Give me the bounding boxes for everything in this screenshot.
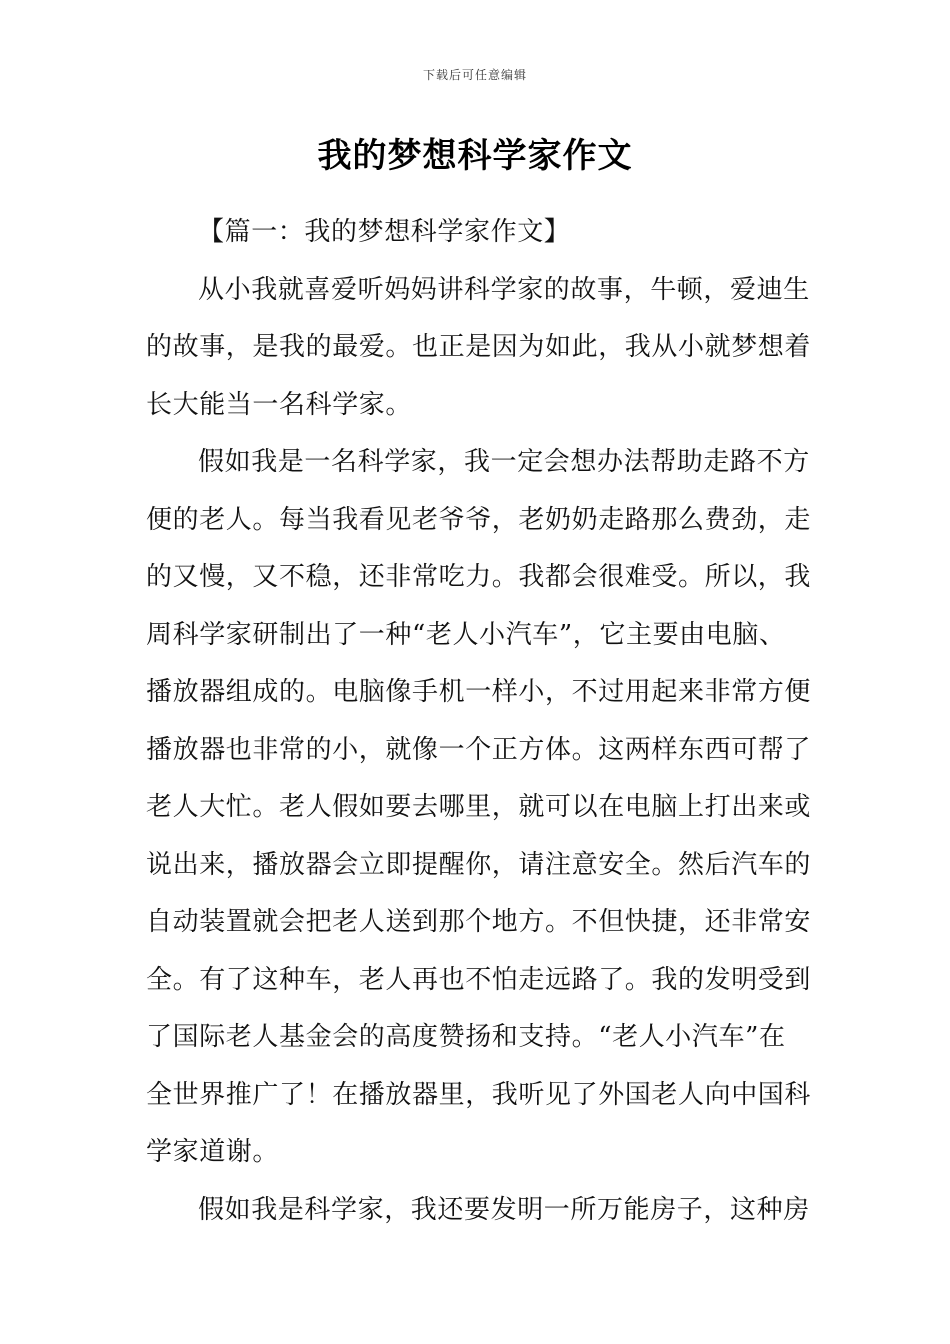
text-line: 的又慢，又不稳，还非常吃力。我都会很难受。所以，我	[146, 562, 812, 592]
document-body	[146, 204, 810, 1239]
text-line: 假如我是科学家，我还要发明一所万能房子，这种房	[198, 1194, 810, 1225]
page-title: 我的梦想科学家作文	[317, 136, 633, 176]
text-line: 播放器也非常的小，就像一个正方体。这两样东西可帮了	[146, 734, 812, 765]
text-line: 播放器组成的。电脑像手机一样小，不过用起来非常方便	[146, 677, 812, 707]
text-line: 了国际老人基金会的高度赞扬和支持。“老人小汽车”在	[146, 1022, 786, 1052]
text-line: 长大能当一名科学家。	[146, 389, 413, 420]
section-heading: 【篇一：我的梦想科学家作文】	[198, 217, 571, 247]
text-line: 全世界推广了！在播放器里，我听见了外国老人向中国科	[146, 1079, 812, 1110]
text-line: 周科学家研制出了一种“老人小汽车”，它主要由电脑、	[146, 619, 786, 650]
text-line: 假如我是一名科学家，我一定会想办法帮助走路不方	[198, 447, 810, 477]
text-line: 自动装置就会把老人送到那个地方。不但快捷，还非常安	[146, 907, 812, 937]
paragraph-3	[146, 1182, 810, 1240]
text-line: 全。有了这种车，老人再也不怕走远路了。我的发明受到	[146, 964, 812, 995]
header-note: 下载后可任意编辑	[422, 68, 527, 82]
text-line: 老人大忙。老人假如要去哪里，就可以在电脑上打出来或	[146, 792, 812, 822]
text-line: 说出来，播放器会立即提醒你，请注意安全。然后汽车的	[146, 849, 812, 880]
text-line: 从小我就喜爱听妈妈讲科学家的故事，牛顿，爱迪生	[198, 274, 810, 305]
text-line: 便的老人。每当我看见老爷爷，老奶奶走路那么费劲，走	[146, 504, 812, 535]
text-line: 的故事，是我的最爱。也正是因为如此，我从小就梦想着	[146, 332, 812, 362]
paragraph-2	[146, 434, 810, 1182]
paragraph-1	[146, 262, 810, 435]
text-line: 学家道谢。	[146, 1137, 280, 1167]
